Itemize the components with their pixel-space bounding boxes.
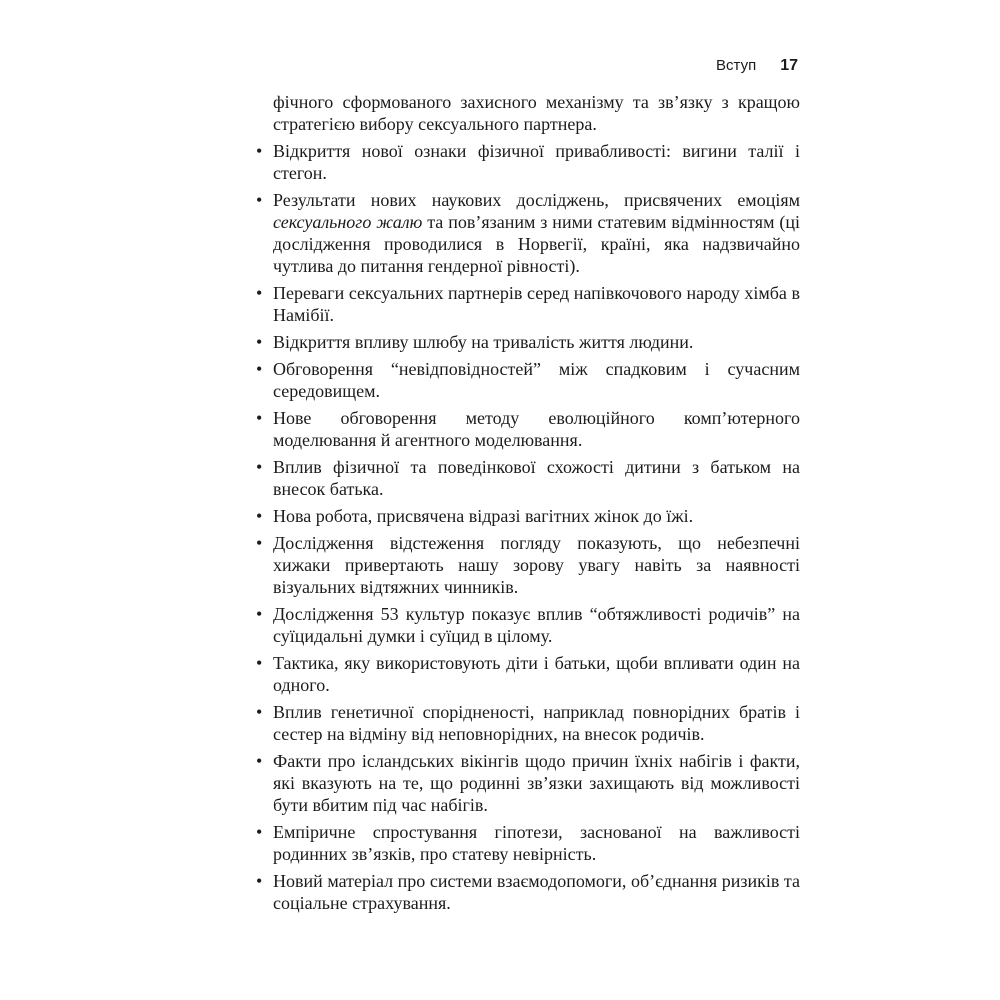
list-item-text: Тактика, яку використовують діти і батьки, щоби впливати один на одного. bbox=[273, 653, 800, 695]
list-item-text: Емпіричне спростування гіпотези, заснованої на важливості родинних зв’язків, про статеву невірність. bbox=[273, 822, 800, 864]
list-item bbox=[255, 701, 800, 745]
list-item bbox=[255, 821, 800, 865]
bullet-icon: • bbox=[256, 702, 263, 722]
list-item bbox=[255, 189, 800, 277]
list-item-text: Нове обговорення методу еволюційного комп’ютерного моделювання й агентного моделювання. bbox=[273, 408, 800, 450]
bullet-icon: • bbox=[256, 190, 263, 210]
list-item bbox=[255, 407, 800, 451]
bullet-icon: • bbox=[256, 332, 263, 352]
list-item bbox=[255, 532, 800, 598]
bullet-icon: • bbox=[256, 506, 263, 526]
list-item-text: Вплив фізичної та поведінкової схожості дитини з батьком на внесок батька. bbox=[273, 457, 800, 499]
list-item bbox=[255, 750, 800, 816]
list-item-text: Переваги сексуальних партнерів серед напівкочового народу хімба в Намібії. bbox=[273, 283, 800, 325]
list-item bbox=[255, 282, 800, 326]
list-item-text: Нова робота, присвячена відразі вагітних жінок до їжі. bbox=[273, 506, 694, 526]
page-number: 17 bbox=[780, 57, 798, 74]
bullet-icon: • bbox=[256, 822, 263, 842]
list-item bbox=[255, 456, 800, 500]
running-head bbox=[255, 57, 798, 75]
bullet-icon: • bbox=[256, 408, 263, 428]
list-item-text: Обговорення “невідповідностей” між спадковим і сучасним середовищем. bbox=[273, 359, 800, 401]
bullet-icon: • bbox=[256, 653, 263, 673]
list-item-text: Відкриття нової ознаки фізичної привабливості: вигини талії і стегон. bbox=[273, 141, 800, 183]
bullet-icon: • bbox=[256, 283, 263, 303]
bullet-icon: • bbox=[256, 141, 263, 161]
list-item bbox=[255, 358, 800, 402]
list-item-text: Факти про ісландських вікінгів щодо причин їхніх набігів і факти, які вказують на те, що родинні зв’язки захищають від можливості бути вбитим під час набігів. bbox=[273, 751, 800, 815]
list-item bbox=[255, 505, 800, 527]
list-item-text: Дослідження 53 культур показує вплив “обтяжливості родичів” на суїцидальні думки і суїцид в цілому. bbox=[273, 604, 800, 646]
list-item-text: Дослідження відстеження погляду показують, що небезпечні хижаки привертають нашу зорову увагу навіть за наявності візуальних відтяжних чинників. bbox=[273, 533, 800, 597]
bullet-icon: • bbox=[256, 604, 263, 624]
intro-paragraph: фічного сформованого захисного механізму та зв’язку з кращою стратегією вибору сексуального партнера. bbox=[273, 92, 800, 134]
bullet-list bbox=[255, 140, 800, 914]
section-title: Вступ bbox=[716, 57, 757, 74]
bullet-icon: • bbox=[256, 457, 263, 477]
list-item-text: Відкриття впливу шлюбу на тривалість життя людини. bbox=[273, 332, 694, 352]
page-content bbox=[255, 91, 800, 914]
list-item bbox=[255, 652, 800, 696]
bullet-icon: • bbox=[256, 751, 263, 771]
bullet-icon: • bbox=[256, 533, 263, 553]
list-item bbox=[255, 140, 800, 184]
list-item-text: Новий матеріал про системи взаємодопомоги, об’єднання ризиків та соціальне страхування. bbox=[273, 871, 800, 913]
bullet-icon: • bbox=[256, 871, 263, 891]
bullet-icon: • bbox=[256, 359, 263, 379]
list-item-text: Вплив генетичної спорідненості, наприклад повнорідних братів і сестер на відміну від неповнорідних, на внесок родичів. bbox=[273, 702, 800, 744]
list-item-text: Результати нових наукових досліджень, присвячених емоціям сексуального жалю та пов’язаним з ними статевим відмінностям (ці дослідження проводилися в Норвегії, країні, яка надзвичайно чутлива до питання гендерної рівності). bbox=[273, 190, 801, 276]
list-item bbox=[255, 331, 800, 353]
list-item bbox=[255, 870, 800, 914]
list-item bbox=[255, 603, 800, 647]
